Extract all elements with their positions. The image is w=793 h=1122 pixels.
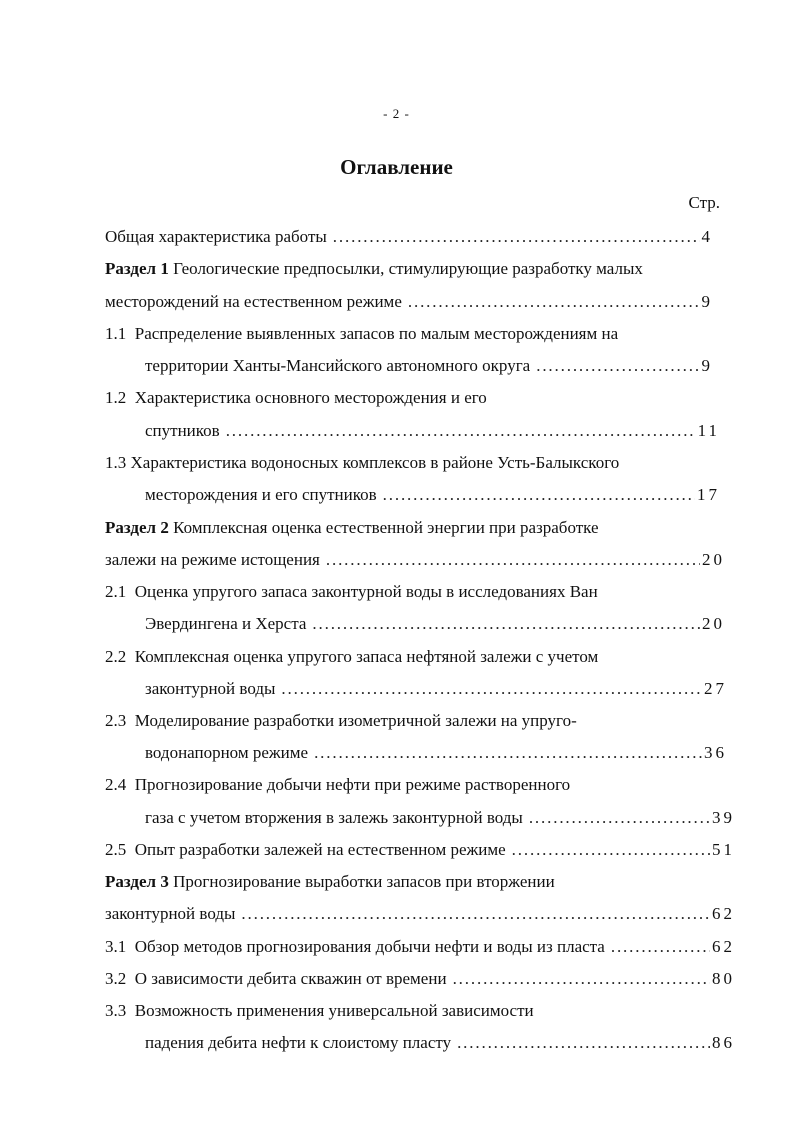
toc-entry-2-1-line2: [145, 612, 725, 636]
toc-leader-dots: [529, 806, 710, 830]
toc-entry-text: Комплексная оценка естественной энергии при разработке: [173, 518, 599, 537]
toc-section-3-line2: [105, 902, 735, 926]
toc-leader-dots: [383, 483, 695, 507]
toc-entry-2-5: [105, 838, 735, 862]
toc-page-number: 9: [701, 292, 713, 311]
page-column-label: Стр.: [688, 193, 720, 212]
toc-entry-text: Обзор методов прогнозирования добычи нефти и воды из пласта: [134, 937, 605, 956]
toc-entry-number: 2.1: [105, 582, 127, 601]
toc-entry-1-3-line1: [105, 451, 619, 475]
toc-leader-dots: [333, 225, 700, 249]
toc-entry-text: залежи на режиме истощения: [105, 550, 320, 569]
toc-entry-text: территории Ханты-Мансийского автономного округа: [145, 356, 531, 375]
toc-page-number: 11: [697, 421, 720, 440]
toc-entry-number: 2.4: [105, 775, 127, 794]
toc-entry-general: [105, 225, 713, 249]
toc-entry-2-4-line1: [105, 773, 570, 797]
toc-entry-text: Характеристика основного месторождения и его: [134, 388, 487, 407]
toc-entry-1-2-line2: [145, 419, 720, 443]
toc-entry-number: 1.1: [105, 324, 127, 343]
toc-section-prefix: Раздел 2: [105, 518, 169, 537]
toc-entry-text: Общая характеристика работы: [105, 227, 327, 246]
toc-entry-text: Геологические предпосылки, стимулирующие разработку малых: [173, 259, 643, 278]
toc-entry-text: газа с учетом вторжения в залежь законтурной воды: [145, 808, 523, 827]
toc-page-number: 4: [701, 227, 713, 246]
toc-entry-3-2: [105, 967, 735, 991]
toc-page-number: 27: [704, 679, 727, 698]
toc-leader-dots: [226, 419, 696, 443]
toc-leader-dots: [408, 290, 700, 314]
toc-page-number: 62: [712, 937, 735, 956]
toc-entry-number: 3.2: [105, 969, 127, 988]
toc-entry-number: 2.5: [105, 840, 127, 859]
toc-entry-2-2-line2: [145, 677, 727, 701]
toc-entry-number: 3.1: [105, 937, 127, 956]
toc-page-number: 62: [712, 904, 735, 923]
toc-entry-text: законтурной воды: [145, 679, 276, 698]
toc-page-number: 36: [704, 743, 727, 762]
toc-entry-text: Эвердингена и Херста: [145, 614, 307, 633]
toc-section-3-line1: [105, 870, 555, 894]
toc-page-number: 20: [702, 614, 725, 633]
toc-section-1-line2: [105, 290, 713, 314]
toc-entry-2-1-line1: [105, 580, 598, 604]
toc-page-number: 80: [712, 969, 735, 988]
toc-entry-text: О зависимости дебита скважин от времени: [134, 969, 447, 988]
toc-entry-2-3-line2: [145, 741, 727, 765]
toc-entry-text: Прогнозирование выработки запасов при вторжении: [173, 872, 555, 891]
toc-entry-text: Моделирование разработки изометричной залежи на упруго-: [134, 711, 577, 730]
toc-page-number: 9: [701, 356, 713, 375]
toc-entry-1-1-line1: [105, 322, 618, 346]
toc-page-number: 17: [697, 485, 720, 504]
toc-entry-2-3-line1: [105, 709, 577, 733]
toc-leader-dots: [536, 354, 699, 378]
toc-entry-2-4-line2: [145, 806, 735, 830]
toc-leader-dots: [241, 902, 710, 926]
toc-entry-1-1-line2: [145, 354, 713, 378]
toc-entry-text: Прогнозирование добычи нефти при режиме растворенного: [134, 775, 571, 794]
toc-section-1-line1: [105, 257, 643, 281]
toc-entry-text: Возможность применения универсальной зависимости: [134, 1001, 534, 1020]
toc-leader-dots: [457, 1031, 710, 1055]
toc-leader-dots: [453, 967, 710, 991]
toc-entry-text: водонапорном режиме: [145, 743, 309, 762]
toc-section-prefix: Раздел 1: [105, 259, 169, 278]
toc-entry-text: Распределение выявленных запасов по малым месторождениям на: [134, 324, 619, 343]
toc-entry-3-3-line1: [105, 999, 534, 1023]
toc-entry-3-3-line2: [145, 1031, 735, 1055]
toc-entry-2-2-line1: [105, 645, 598, 669]
toc-leader-dots: [281, 677, 702, 701]
toc-entry-text: Опыт разработки залежей на естественном режиме: [134, 840, 506, 859]
toc-leader-dots: [312, 612, 700, 636]
toc-entry-number: 3.3: [105, 1001, 127, 1020]
toc-entry-3-1: [105, 935, 735, 959]
toc-entry-text: месторождения и его спутников: [145, 485, 377, 504]
toc-section-2-line2: [105, 548, 725, 572]
toc-page-number: 86: [712, 1033, 735, 1052]
toc-entry-text: законтурной воды: [105, 904, 236, 923]
toc-entry-number: 1.2: [105, 388, 127, 407]
toc-leader-dots: [314, 741, 702, 765]
toc-entry-1-2-line1: [105, 386, 487, 410]
toc-leader-dots: [512, 838, 710, 862]
toc-page-number: 20: [702, 550, 725, 569]
toc-entry-text: Комплексная оценка упругого запаса нефтяной залежи с учетом: [134, 647, 599, 666]
toc-page-number: 39: [712, 808, 735, 827]
toc-section-2-line1: [105, 516, 599, 540]
toc-entry-number: 2.2: [105, 647, 127, 666]
toc-entry-text: Характеристика водоносных комплексов в районе Усть-Балыкского: [130, 453, 620, 472]
toc-entry-text: спутников: [145, 421, 220, 440]
toc-leader-dots: [326, 548, 700, 572]
toc-entry-1-3-line2: [145, 483, 720, 507]
toc-entry-text: месторождений на естественном режиме: [105, 292, 402, 311]
toc-section-prefix: Раздел 3: [105, 872, 169, 891]
toc-entry-number: 1.3: [105, 453, 127, 472]
toc-entry-number: 2.3: [105, 711, 127, 730]
page-number: - 2 -: [383, 106, 410, 121]
page-title: Оглавление: [340, 155, 453, 179]
toc-leader-dots: [611, 935, 710, 959]
toc-entry-text: падения дебита нефти к слоистому пласту: [145, 1033, 452, 1052]
toc-page-number: 51: [712, 840, 735, 859]
toc-entry-text: Оценка упругого запаса законтурной воды в исследованиях Ван: [134, 582, 598, 601]
